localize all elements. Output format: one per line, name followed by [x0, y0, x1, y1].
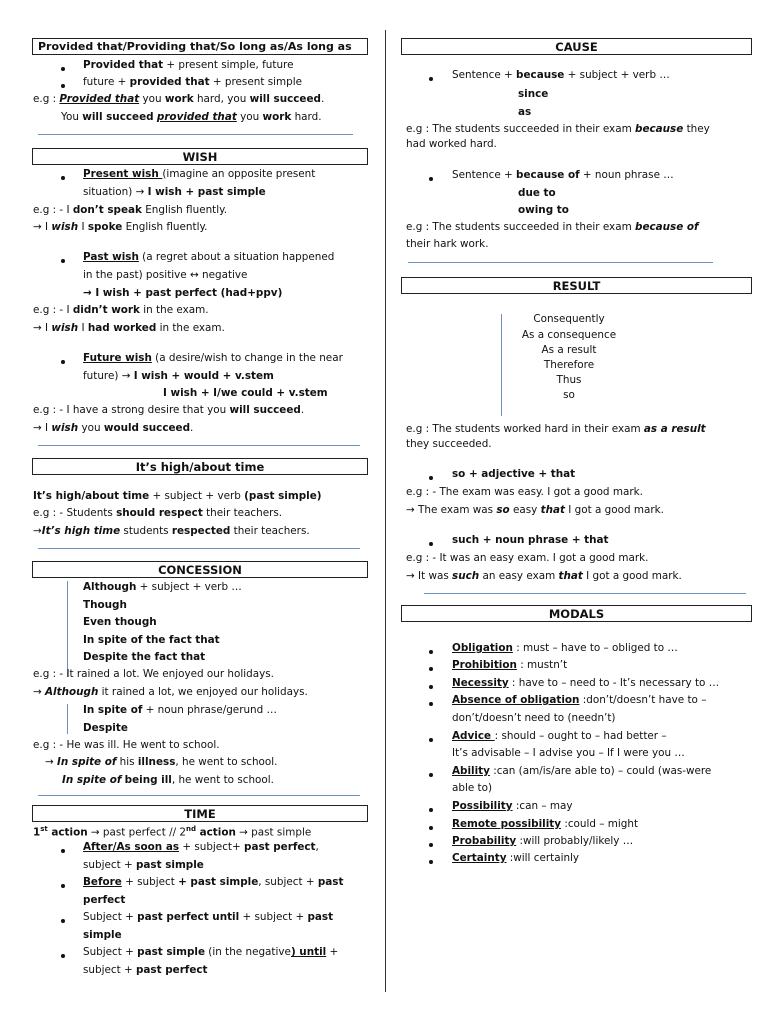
result-thus: Thus [556, 374, 582, 386]
provided-rule-1: Provided that + present simple, future [83, 59, 294, 71]
concession-even-though: Even though [83, 616, 157, 628]
wish-example-2: → I wish I spoke English fluently. [33, 221, 208, 233]
time-before: Before + subject + past simple, subject + past [83, 876, 344, 888]
bullet [61, 954, 65, 958]
time-until-2b: subject + past perfect [83, 964, 208, 976]
hightime-example-1: e.g : - Students should respect their teachers. [33, 507, 283, 519]
modal-absence-of-obligation: Absence of obligation :don’t/doesn’t have to – [452, 694, 707, 706]
time-title: TIME [32, 805, 368, 822]
wish-title: WISH [32, 148, 368, 165]
modal-possibility: Possibility :can – may [452, 800, 573, 812]
section-divider [38, 795, 360, 796]
wish-example-6: → I wish you would succeed. [33, 422, 194, 434]
cause-example-1b: had worked hard. [406, 138, 497, 150]
concession-example-2: → Although it rained a lot, we enjoyed our holidays. [33, 686, 308, 698]
concession-in-spite-of: In spite of + noun phrase/gerund … [83, 704, 277, 716]
bullet [429, 808, 433, 812]
bullet [429, 685, 433, 689]
cause-because: Sentence + because + subject + verb … [452, 69, 670, 81]
result-as-a-result: As a result [541, 344, 597, 356]
bullet [61, 259, 65, 263]
result-consequently: Consequently [533, 313, 605, 325]
cause-as: as [518, 106, 532, 118]
hightime-title: It’s high/about time [32, 458, 368, 475]
time-until-2: Subject + past simple (in the negative) until + [83, 946, 339, 958]
section-divider [38, 445, 360, 446]
concession-title: CONCESSION [32, 561, 368, 578]
wish-example-3: e.g : - I didn’t work in the exam. [33, 304, 209, 316]
concession-although: Although + subject + verb … [83, 581, 242, 593]
cause-example-2b: their hark work. [406, 238, 489, 250]
section-divider [408, 262, 713, 263]
bullet [429, 702, 433, 706]
hightime-rule: It’s high/about time + subject + verb (past simple) [33, 490, 322, 502]
modal-advice-2: It’s advisable – I advise you – If I were you … [452, 747, 685, 759]
section-divider [38, 548, 360, 549]
concession-bracket-2 [67, 704, 68, 734]
bullet [61, 176, 65, 180]
modal-probability: Probability :will probably/likely … [452, 835, 634, 847]
provided-title: Provided that/Providing that/So long as/As long as [32, 38, 368, 55]
bullet [429, 177, 433, 181]
modal-ability: Ability :can (am/is/are able to) – could (was-were [452, 765, 712, 777]
section-divider [424, 593, 746, 594]
cause-title: CAUSE [401, 38, 752, 55]
result-therefore: Therefore [543, 359, 595, 371]
bullet [429, 542, 433, 546]
past-wish-rule: → I wish + past perfect (had+ppv) [83, 287, 283, 299]
result-example-2: e.g : - The exam was easy. I got a good mark. [406, 486, 643, 498]
wish-example-1: e.g : - I don’t speak English fluently. [33, 204, 228, 216]
bullet [429, 773, 433, 777]
time-until-1b: simple [83, 929, 122, 941]
bullet [429, 843, 433, 847]
cause-because-of: Sentence + because of + noun phrase … [452, 169, 674, 181]
provided-example-2: You will succeed provided that you work hard. [61, 111, 322, 123]
modal-prohibition: Prohibition : mustn’t [452, 659, 568, 671]
future-wish-rule-1: future) → I wish + would + v.stem [83, 370, 274, 382]
result-bracket [501, 314, 502, 416]
bullet [429, 650, 433, 654]
present-wish-rule: situation) → I wish + past simple [83, 186, 266, 198]
cause-owing-to: owing to [518, 204, 569, 216]
bullet [429, 667, 433, 671]
cause-since: since [518, 88, 549, 100]
result-title: RESULT [401, 277, 752, 294]
present-wish: Present wish (imagine an opposite present [83, 168, 316, 180]
past-wish-desc: in the past) positive ↔ negative [83, 269, 248, 281]
modal-advice: Advice : should – ought to – had better – [452, 730, 667, 742]
bullet [61, 67, 65, 71]
concession-example-3: e.g : - He was ill. He went to school. [33, 739, 220, 751]
concession-example-4: → In spite of his illness, he went to school. [45, 756, 278, 768]
bullet [61, 884, 65, 888]
bullet [61, 849, 65, 853]
column-divider [385, 30, 386, 992]
concession-example-1: e.g : - It rained a lot. We enjoyed our holidays. [33, 668, 274, 680]
concession-though: Though [83, 599, 127, 611]
wish-example-4: → I wish I had worked in the exam. [33, 322, 225, 334]
past-wish: Past wish (a regret about a situation happened [83, 251, 335, 263]
provided-rule-2: future + provided that + present simple [83, 76, 302, 88]
concession-example-5: In spite of being ill, he went to school. [62, 774, 274, 786]
cause-example-2: e.g : The students succeeded in their exam because of [406, 221, 699, 233]
section-divider [38, 134, 353, 135]
result-so-that: so + adjective + that [452, 468, 576, 480]
cause-example-1: e.g : The students succeeded in their exam because they [406, 123, 710, 135]
concession-bracket [67, 581, 68, 677]
modal-absence-of-obligation-2: don’t/doesn’t need to (needn’t) [452, 712, 616, 724]
modal-certainty: Certainty :will certainly [452, 852, 580, 864]
modal-remote-possibility: Remote possibility :could – might [452, 818, 639, 830]
future-wish: Future wish (a desire/wish to change in the near [83, 352, 343, 364]
result-example-1b: they succeeded. [406, 438, 492, 450]
modals-title: MODALS [401, 605, 752, 622]
result-so: so [563, 389, 575, 401]
modal-necessity: Necessity : have to – need to - It’s necessary to … [452, 677, 720, 689]
time-after-2: subject + past simple [83, 859, 204, 871]
provided-example-1: e.g : Provided that you work hard, you will succeed. [33, 93, 325, 105]
result-as-a-consequence: As a consequence [521, 329, 617, 341]
bullet [429, 738, 433, 742]
modal-ability-2: able to) [452, 782, 493, 794]
wish-example-5: e.g : - I have a strong desire that you will succeed. [33, 404, 305, 416]
bullet [61, 84, 65, 88]
bullet [429, 860, 433, 864]
modal-obligation: Obligation : must – have to – obliged to … [452, 642, 678, 654]
time-before-2: perfect [83, 894, 126, 906]
bullet [429, 476, 433, 480]
result-example-1: e.g : The students worked hard in their exam as a result [406, 423, 706, 435]
bullet [429, 826, 433, 830]
time-until-1: Subject + past perfect until + subject + past [83, 911, 334, 923]
concession-despite: Despite [83, 722, 128, 734]
bullet [429, 77, 433, 81]
concession-in-spite-fact: In spite of the fact that [83, 634, 220, 646]
result-example-4: e.g : - It was an easy exam. I got a good mark. [406, 552, 649, 564]
time-after: After/As soon as + subject+ past perfect, [83, 841, 319, 853]
cause-due-to: due to [518, 187, 556, 199]
bullet [61, 360, 65, 364]
concession-despite-fact: Despite the fact that [83, 651, 206, 663]
hightime-example-2: →It’s high time students respected their teachers. [33, 525, 310, 537]
bullet [61, 919, 65, 923]
future-wish-rule-2: I wish + I/we could + v.stem [163, 387, 328, 399]
time-rule: 1st action → past perfect // 2nd action → past simple [33, 825, 312, 839]
result-such-that: such + noun phrase + that [452, 534, 609, 546]
result-example-3: → The exam was so easy that I got a good mark. [406, 504, 664, 516]
result-example-5: → It was such an easy exam that I got a good mark. [406, 570, 682, 582]
